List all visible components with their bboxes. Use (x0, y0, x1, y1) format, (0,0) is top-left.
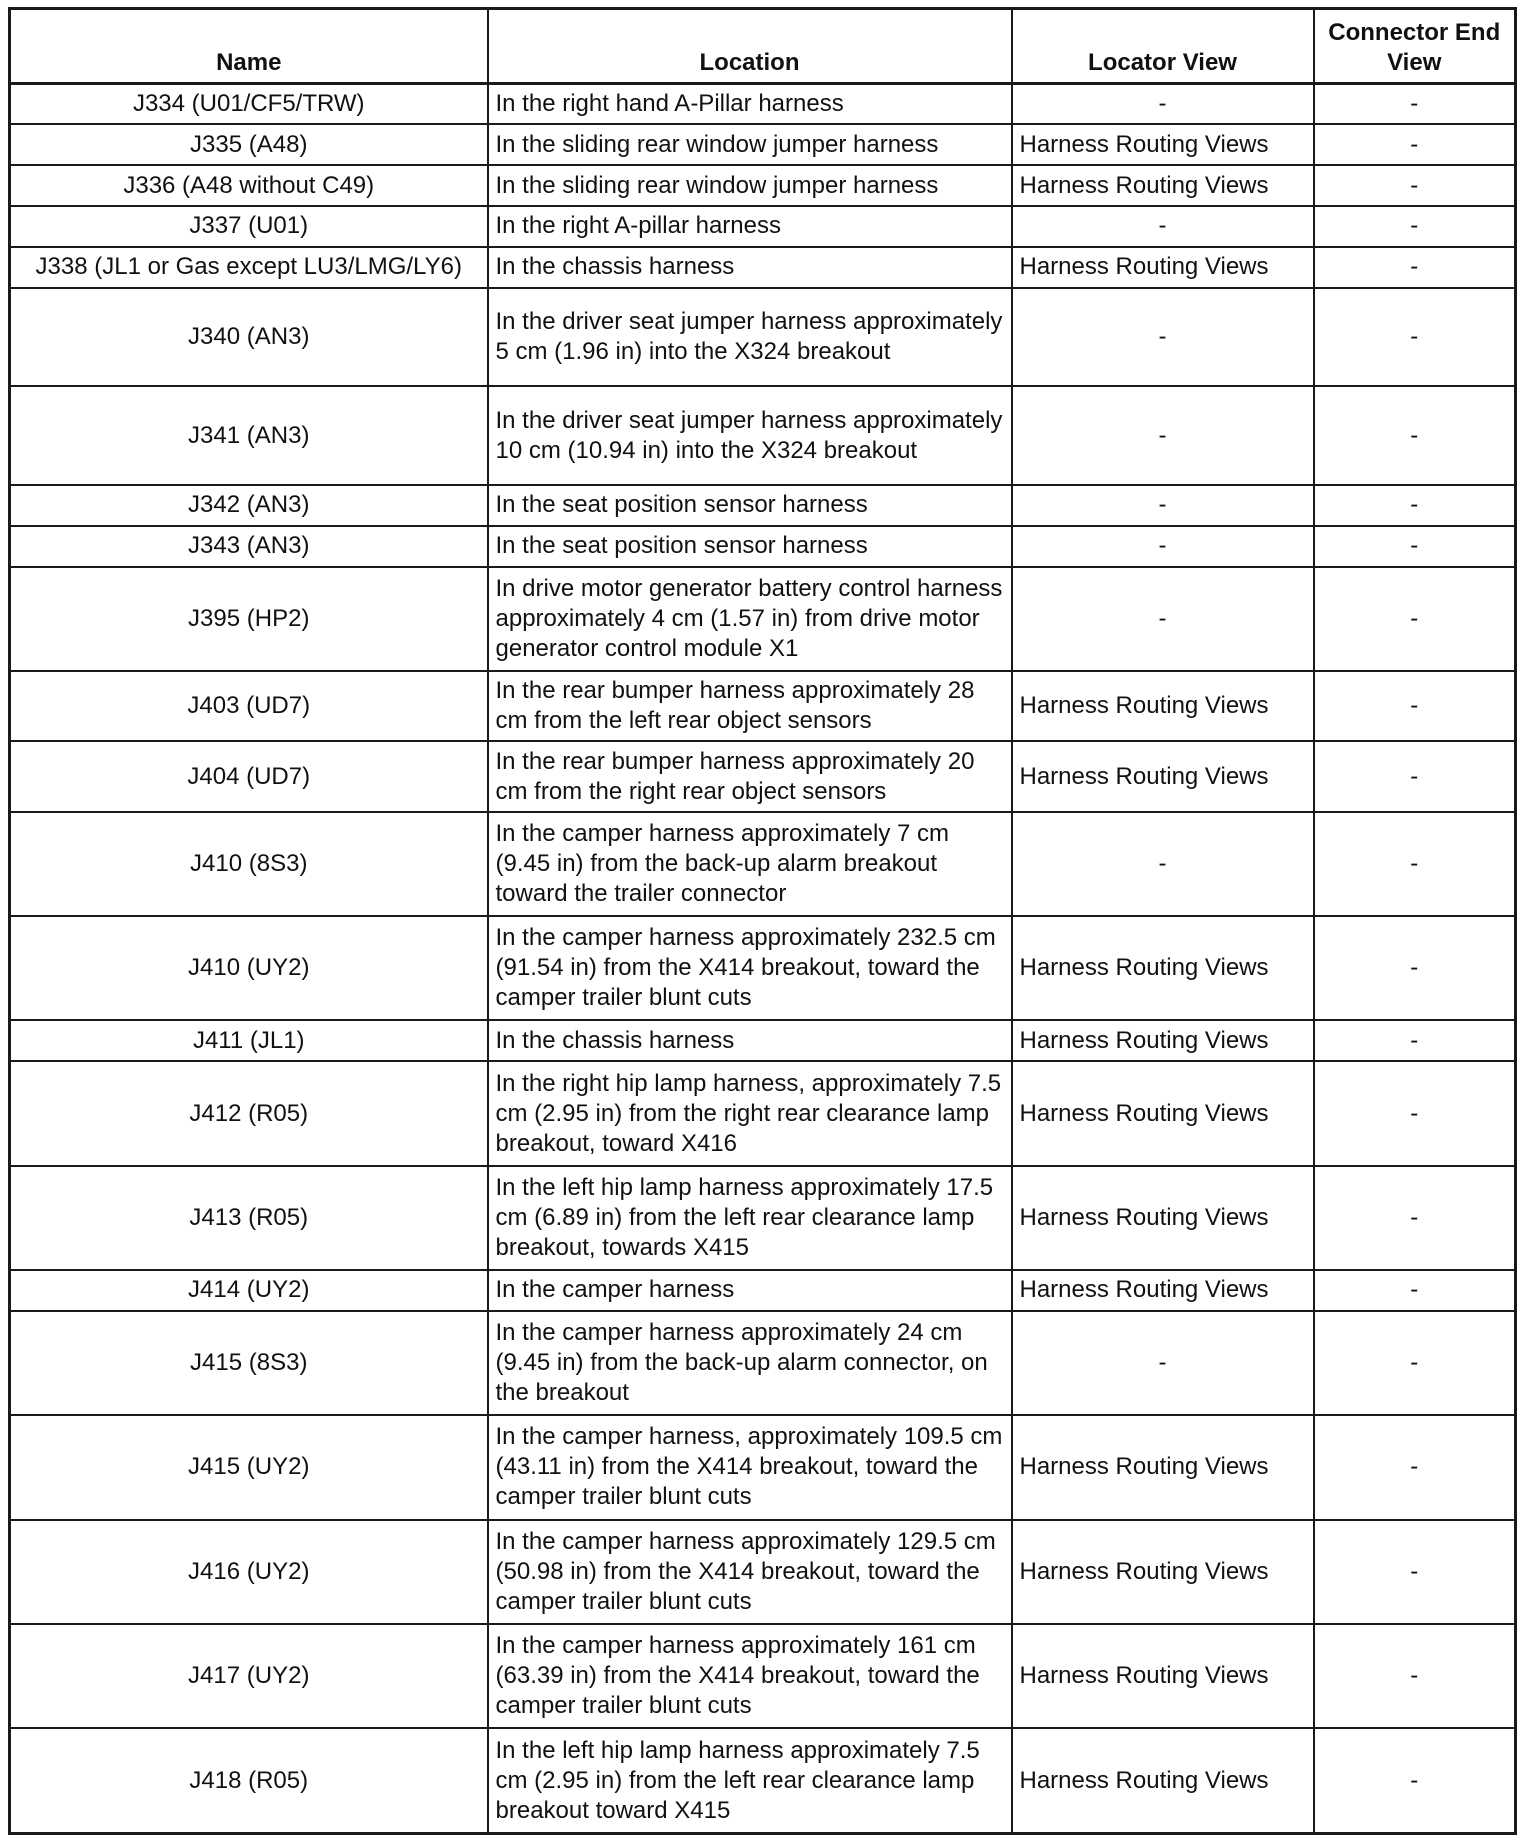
locator-view-cell: Harness Routing Views (1012, 165, 1314, 206)
table-row (10, 206, 1516, 247)
locator-view-cell: - (1012, 84, 1314, 125)
locator-view-cell: - (1012, 288, 1314, 387)
table-row (10, 1728, 1516, 1833)
location-cell: In the camper harness (488, 1270, 1012, 1311)
connector-end-view-cell: - (1314, 671, 1516, 741)
locator-view-cell: - (1012, 485, 1314, 526)
location-cell: In the chassis harness (488, 1020, 1012, 1061)
splice-name-cell: J335 (A48) (10, 124, 488, 165)
splice-name-cell: J410 (8S3) (10, 812, 488, 916)
location-cell: In the seat position sensor harness (488, 485, 1012, 526)
location-cell: In the left hip lamp harness approximately 17.5 cm (6.89 in) from the left rear clearance lamp breakout, towards X415 (488, 1166, 1012, 1270)
locator-view-cell: Harness Routing Views (1012, 1166, 1314, 1270)
location-cell: In the left hip lamp harness approximately 7.5 cm (2.95 in) from the left rear clearance lamp breakout toward X415 (488, 1728, 1012, 1833)
connector-end-view-cell: - (1314, 288, 1516, 387)
table-row (10, 567, 1516, 671)
splice-name-cell: J415 (8S3) (10, 1311, 488, 1415)
table-row (10, 1166, 1516, 1270)
locator-view-cell: - (1012, 812, 1314, 916)
splice-name-cell: J337 (U01) (10, 206, 488, 247)
splice-table-sheet (8, 7, 1514, 1835)
location-cell: In the chassis harness (488, 247, 1012, 288)
location-cell: In the sliding rear window jumper harness (488, 165, 1012, 206)
connector-end-view-cell: - (1314, 247, 1516, 288)
splice-name-cell: J336 (A48 without C49) (10, 165, 488, 206)
location-cell: In the driver seat jumper harness approximately 10 cm (10.94 in) into the X324 breakout (488, 386, 1012, 485)
connector-end-view-cell: - (1314, 567, 1516, 671)
splice-name-cell: J413 (R05) (10, 1166, 488, 1270)
table-row (10, 526, 1516, 567)
locator-view-cell: - (1012, 526, 1314, 567)
locator-view-cell: Harness Routing Views (1012, 1415, 1314, 1519)
location-cell: In the camper harness, approximately 109.5 cm (43.11 in) from the X414 breakout, toward the camper trailer blunt cuts (488, 1415, 1012, 1519)
locator-view-cell: - (1012, 386, 1314, 485)
connector-end-view-cell: - (1314, 206, 1516, 247)
locator-view-cell: - (1012, 206, 1314, 247)
splice-name-cell: J411 (JL1) (10, 1020, 488, 1061)
locator-view-cell: Harness Routing Views (1012, 1728, 1314, 1833)
location-cell: In the camper harness approximately 24 cm (9.45 in) from the back-up alarm connector, on the breakout (488, 1311, 1012, 1415)
connector-end-view-cell: - (1314, 1624, 1516, 1728)
connector-end-view-cell: - (1314, 485, 1516, 526)
location-cell: In the right A-pillar harness (488, 206, 1012, 247)
connector-end-view-cell: - (1314, 1415, 1516, 1519)
connector-end-view-cell: - (1314, 1061, 1516, 1165)
locator-view-cell: Harness Routing Views (1012, 124, 1314, 165)
splice-name-cell: J418 (R05) (10, 1728, 488, 1833)
table-row (10, 124, 1516, 165)
location-cell: In the driver seat jumper harness approximately 5 cm (1.96 in) into the X324 breakout (488, 288, 1012, 387)
table-row (10, 247, 1516, 288)
location-cell: In the camper harness approximately 232.5 cm (91.54 in) from the X414 breakout, toward the camper trailer blunt cuts (488, 916, 1012, 1020)
table-header-row (10, 9, 1516, 84)
table-row (10, 165, 1516, 206)
table-row (10, 84, 1516, 125)
location-cell: In the rear bumper harness approximately 20 cm from the right rear object sensors (488, 741, 1012, 811)
splice-name-cell: J395 (HP2) (10, 567, 488, 671)
connector-end-view-cell: - (1314, 526, 1516, 567)
table-row (10, 916, 1516, 1020)
splice-name-cell: J341 (AN3) (10, 386, 488, 485)
table-row (10, 1624, 1516, 1728)
header-name: Name (10, 9, 488, 84)
splice-name-cell: J404 (UD7) (10, 741, 488, 811)
splice-name-cell: J412 (R05) (10, 1061, 488, 1165)
locator-view-cell: Harness Routing Views (1012, 1270, 1314, 1311)
table-row (10, 1520, 1516, 1624)
table-row (10, 1020, 1516, 1061)
connector-end-view-cell: - (1314, 916, 1516, 1020)
connector-end-view-cell: - (1314, 1270, 1516, 1311)
splice-name-cell: J338 (JL1 or Gas except LU3/LMG/LY6) (10, 247, 488, 288)
connector-end-view-cell: - (1314, 84, 1516, 125)
table-row (10, 1270, 1516, 1311)
location-cell: In drive motor generator battery control harness approximately 4 cm (1.57 in) from drive motor generator control module X1 (488, 567, 1012, 671)
location-cell: In the right hand A-Pillar harness (488, 84, 1012, 125)
splice-name-cell: J340 (AN3) (10, 288, 488, 387)
connector-end-view-cell: - (1314, 1020, 1516, 1061)
splice-name-cell: J343 (AN3) (10, 526, 488, 567)
location-cell: In the camper harness approximately 161 cm (63.39 in) from the X414 breakout, toward the camper trailer blunt cuts (488, 1624, 1012, 1728)
table-row (10, 741, 1516, 811)
header-locator-view: Locator View (1012, 9, 1314, 84)
splice-name-cell: J403 (UD7) (10, 671, 488, 741)
locator-view-cell: - (1012, 567, 1314, 671)
connector-end-view-cell: - (1314, 124, 1516, 165)
connector-end-view-cell: - (1314, 1311, 1516, 1415)
table-row (10, 288, 1516, 387)
table-row (10, 485, 1516, 526)
table-body (10, 84, 1516, 1834)
table-row (10, 812, 1516, 916)
location-cell: In the right hip lamp harness, approximately 7.5 cm (2.95 in) from the right rear clearance lamp breakout, toward X416 (488, 1061, 1012, 1165)
location-cell: In the seat position sensor harness (488, 526, 1012, 567)
locator-view-cell: Harness Routing Views (1012, 247, 1314, 288)
splice-name-cell: J417 (UY2) (10, 1624, 488, 1728)
table-row (10, 386, 1516, 485)
table-row (10, 1415, 1516, 1519)
table-row (10, 671, 1516, 741)
splice-name-cell: J414 (UY2) (10, 1270, 488, 1311)
header-connector-end-view: Connector End View (1314, 9, 1516, 84)
splice-pack-table (8, 7, 1517, 1835)
locator-view-cell: Harness Routing Views (1012, 1520, 1314, 1624)
splice-name-cell: J410 (UY2) (10, 916, 488, 1020)
connector-end-view-cell: - (1314, 812, 1516, 916)
locator-view-cell: Harness Routing Views (1012, 741, 1314, 811)
splice-name-cell: J415 (UY2) (10, 1415, 488, 1519)
header-location: Location (488, 9, 1012, 84)
connector-end-view-cell: - (1314, 1166, 1516, 1270)
connector-end-view-cell: - (1314, 165, 1516, 206)
location-cell: In the rear bumper harness approximately 28 cm from the left rear object sensors (488, 671, 1012, 741)
connector-end-view-cell: - (1314, 386, 1516, 485)
connector-end-view-cell: - (1314, 1728, 1516, 1833)
splice-name-cell: J334 (U01/CF5/TRW) (10, 84, 488, 125)
location-cell: In the camper harness approximately 7 cm (9.45 in) from the back-up alarm breakout toward the trailer connector (488, 812, 1012, 916)
locator-view-cell: Harness Routing Views (1012, 1061, 1314, 1165)
locator-view-cell: Harness Routing Views (1012, 1020, 1314, 1061)
locator-view-cell: - (1012, 1311, 1314, 1415)
locator-view-cell: Harness Routing Views (1012, 1624, 1314, 1728)
splice-name-cell: J416 (UY2) (10, 1520, 488, 1624)
locator-view-cell: Harness Routing Views (1012, 671, 1314, 741)
table-row (10, 1311, 1516, 1415)
table-row (10, 1061, 1516, 1165)
location-cell: In the sliding rear window jumper harness (488, 124, 1012, 165)
location-cell: In the camper harness approximately 129.5 cm (50.98 in) from the X414 breakout, toward the camper trailer blunt cuts (488, 1520, 1012, 1624)
connector-end-view-cell: - (1314, 741, 1516, 811)
splice-name-cell: J342 (AN3) (10, 485, 488, 526)
locator-view-cell: Harness Routing Views (1012, 916, 1314, 1020)
connector-end-view-cell: - (1314, 1520, 1516, 1624)
